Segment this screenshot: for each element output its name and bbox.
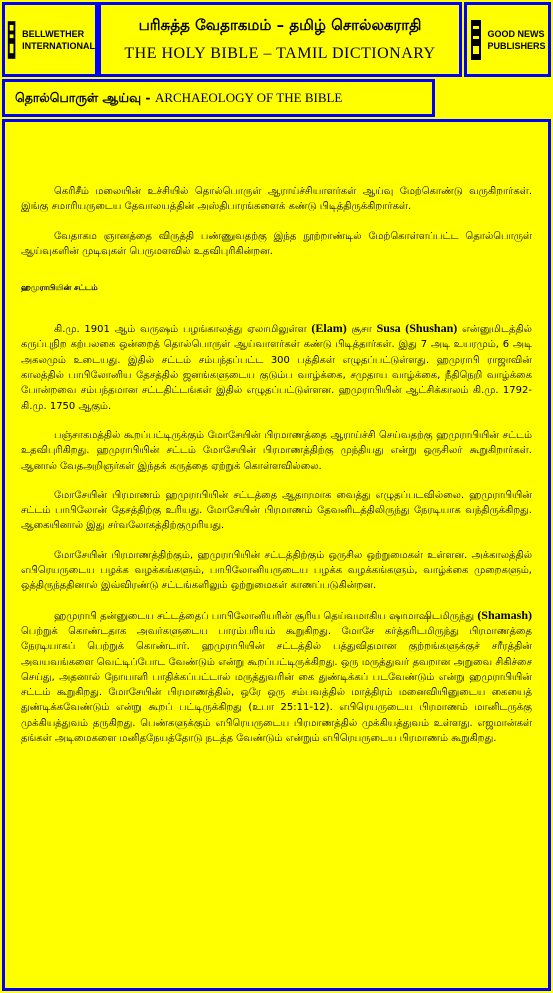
paragraph-2: வேதாகம ஞானத்தை விருத்தி பண்ணுவதற்கு இந்த நூற்றாண்டில் மேற்கொள்ளப்பட்ட தொல்பொருள் ஆய்வுகளின் முடிவுகள் பெருமளவில் உதவிபுரிகின்றன. xyxy=(21,230,532,257)
susa-term: Susa (Shushan) xyxy=(376,321,458,336)
bellwether-logo-box xyxy=(2,2,98,77)
section-title-english: ARCHAEOLOGY OF THE BIBLE xyxy=(154,90,343,105)
paragraph-1: கெரிசீம் மலையின் உச்சியில் தொல்பொருள் ஆராய்ச்சியாளர்கள் ஆய்வு மேற்கொண்டு வருகிறார்கள். இங்கு சமாரியருடைய தேவாலயத்தின் அஸ்திபாரங்களைக் கண்டு பிடித்திருக்கிறார்கள். xyxy=(21,186,532,213)
title-english: THE HOLY BIBLE – TAMIL DICTIONARY xyxy=(124,45,436,62)
paragraph-3: கி.மு. 1901 ஆம் வருஷம் பழங்காலத்து ஏலாமிலுள்ள (Elam) சூசா Susa (Shushan) என்னுமிடத்தில் கருப்புநிற கற்பலகை ஒன்றைத் தொல்பொருள் ஆய்வாளர்கள் கண்டு பிடித்தார்கள். இது 7 அடி உயரமும், 6 அடி அகலமும் உடையது. இதில் சட்டம் சம்பந்தப்பட்ட 300 பத்திகள் எழுதப்பட்டுள்ளது. ஹமுராபி ராஜாவின் காலத்தில் பாபிலோனிய தேசத்தில் ஜனங்களுடைய குடும்ப வாழ்க்கை, சமுதாய வாழ்க்கை, நீதிநெறி வாழ்க்கை போன்றவை சம்பந்தமான சட்டதிட்டங்கள் இதில் எழுதப்பட்டுள்ளன. ஹமுராபியின் ஆட்சிக்காலம் கி.மு. 1792-கி.மு. 1750 ஆகும். xyxy=(21,321,532,412)
section-title-tamil: தொல்பொருள் ஆய்வு - xyxy=(15,90,151,105)
bellwether-logo-text: BELLWETHER INTERNATIONAL xyxy=(22,28,95,51)
title-tamil: பரிசுத்த வேதாகமம் – தமிழ் சொல்லகராதி xyxy=(138,16,422,34)
paragraph-5: மோசேயின் பிரமாணம் ஹமுராபியின் சட்டத்தை ஆதாரமாக வைத்து எழுதப்படவில்லை. ஹமுராபியின் சட்டம் பாபிலோன் தேசத்திற்கு உரியது. மோசேயின் பிரமாணம் தேவனிடத்திலிருந்து நேரடியாக வந்திருக்கிறது. ஆகையினால் இது சர்வலோகத்திற்குமுரியது. xyxy=(21,489,532,532)
paragraph-4: பஞ்சாகமத்தில் கூறப்பட்டிருக்கும் மோசேயின் பிரமாணத்தை ஆராய்ச்சி செய்வதற்கு ஹமுராபியின் சட்டம் உதவிபுரிகிறது. ஹமுராபியின் சட்டம் மோசேயின் பிரமாணத்திற்கு முந்தியது என்று ஒருசிலர் கூறுகிறார்கள். ஆனால் வேதஅறிஞர்கள் இந்தக் கருத்தை ஏற்றுக் கொள்ளவில்லை. xyxy=(21,429,532,472)
section-title-box xyxy=(2,79,435,117)
good-news-logo-box xyxy=(464,2,551,77)
good-news-mark-icon xyxy=(469,18,483,62)
paragraph-7: ஹமுராபி தன்னுடைய சட்டத்தைப் பாபிலோனியரின் சூரிய தெய்வமாகிய ஷாமாஷிடமிருந்து (Shamash) பெற்றுக் கொண்டதாக அவர்களுடைய பாரம்பரியம் கூறுகிறது. மோசே கர்த்தரிடமிருந்து பிரமாணத்தை நேரடியாகப் பெற்றுக் கொண்டார். ஹமுராபியின் சட்டத்தில் பத்துவிதமான குற்றங்களுக்குச் சரீரத்தின் அவயவங்களை வெட்டிப்போட வேண்டும் என்று கூறப்பட்டிருக்கிறது. ஒரு மருத்துவர் தவறான அறுவை சிகிச்சை செய்து, அதனால் நோயாளி பாதிக்கப்பட்டால் மருத்துவரின் கை துண்டிக்கப் படவேண்டும் என்று ஹமுராபியின் சட்டம் கூறுகிறது. மோசேயின் பிரமாணத்தில், ஒரே ஒரு சம்பவத்தில் மாத்திரம் மனைவியினுடைய கையைத் துண்டிக்கவேண்டும் என்று கூறப் பட்டிருக்கிறது (உபா 25:11-12). எபிரெயருடைய பிரமாணம் மானிடருக்கு முக்கியத்துவம் தருகிறது. பெண்களுக்கும் எபிரெயருடைய பிரமாணத்தில் முக்கியத்துவம் உள்ளது. எஜமான்கள் தங்கள் அடிமைகளை மனிதநேயத்தோடு நடத்த வேண்டும் என்றும் எபிரெயருடைய பிரமாணம் கூறுகிறது. xyxy=(21,607,532,745)
article-content xyxy=(21,184,532,746)
good-news-logo xyxy=(467,5,548,74)
title-box xyxy=(98,2,462,77)
paragraph-6: மோசேயின் பிரமாணத்திற்கும், ஹமுராபியின் சட்டத்திற்கும் ஒருசில ஒற்றுமைகள் உள்ளன. அக்காலத்தில் எபிரெயருடைய பழக்க வழக்கங்களும், பாபிலோனியருடைய பழக்க வழக்கங்களும், வாழ்க்கை முறைகளும், ஒத்திருந்ததினால் இவ்விரண்டு சட்டங்களிலும் ஒற்றுமைகள் காணப்படுகின்றன. xyxy=(21,549,532,592)
article-body-box xyxy=(2,119,551,991)
bellwether-logo xyxy=(5,5,95,74)
elam-term: (Elam) xyxy=(311,321,347,336)
bellwether-mark-icon xyxy=(5,18,18,62)
section-heading: ஹமுராபியின் சட்டம் xyxy=(21,283,98,293)
section-title xyxy=(15,90,342,107)
good-news-logo-text: GOOD NEWS PUBLISHERS xyxy=(487,28,546,51)
shamash-term: (Shamash) xyxy=(477,607,532,622)
